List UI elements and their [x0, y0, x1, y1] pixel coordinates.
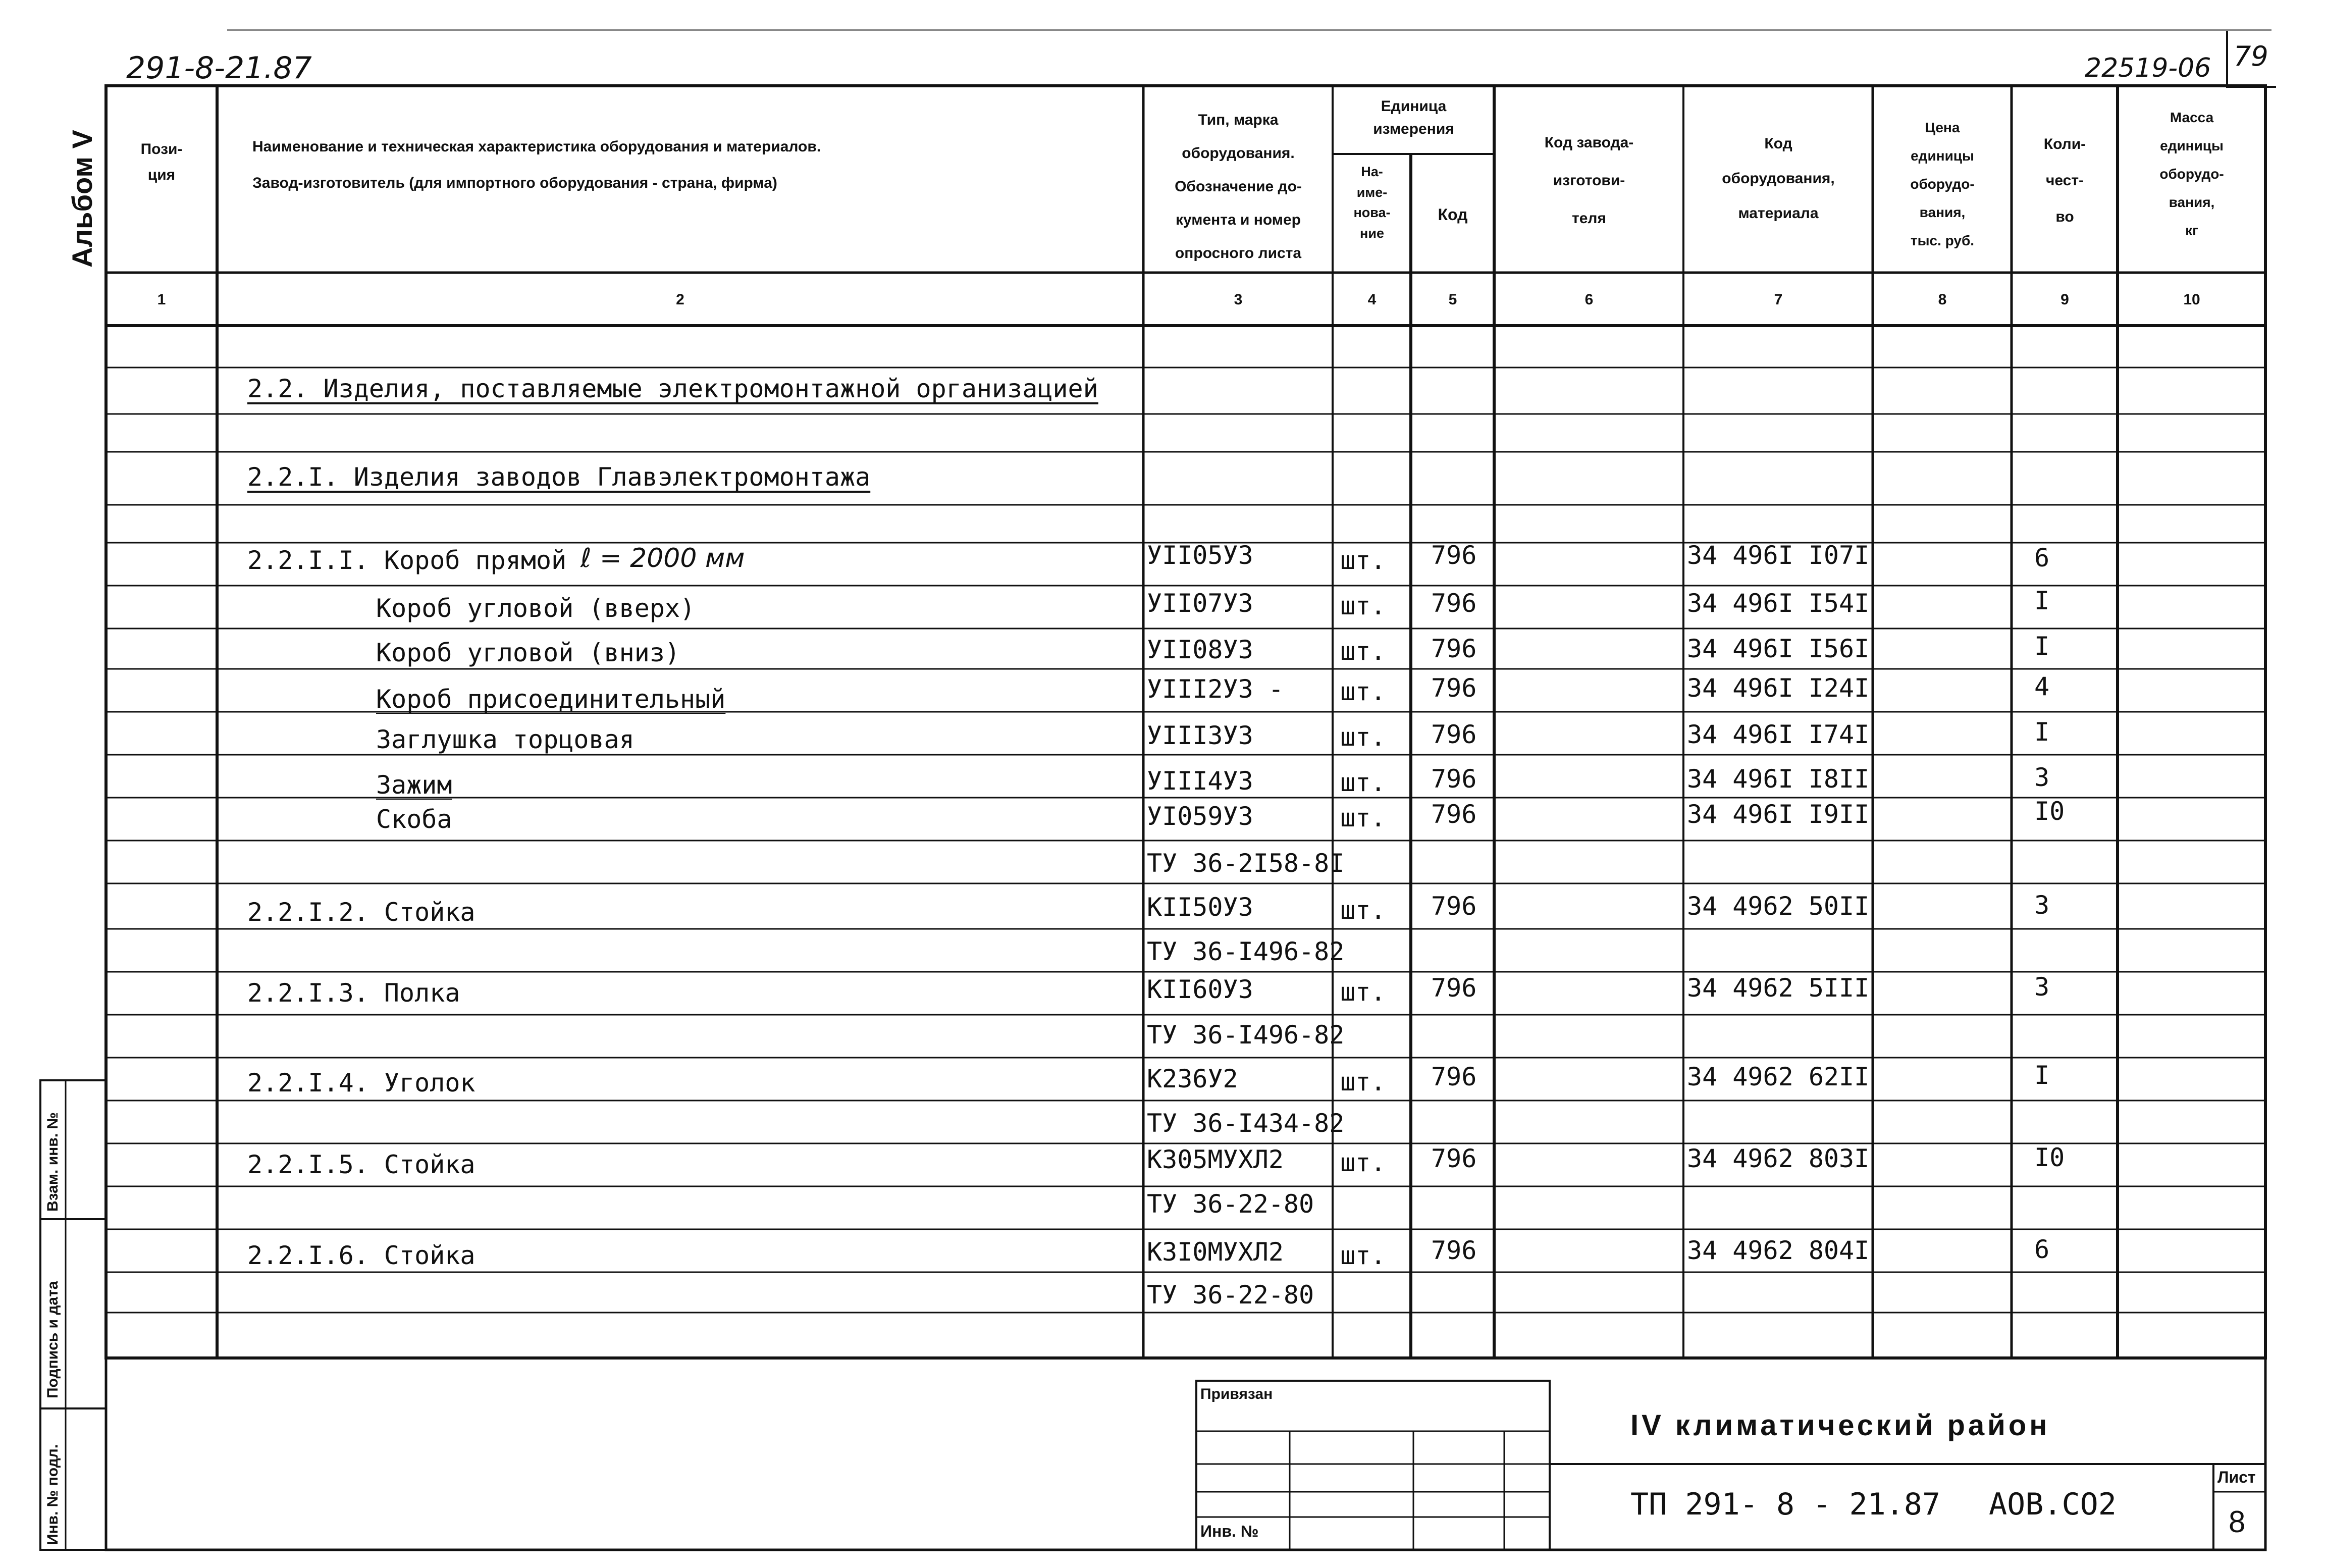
side-label-inv-sub: Инв. № подл.	[44, 1444, 61, 1545]
item-unit-code: 796	[1431, 764, 1477, 794]
item-name: Зажим	[376, 770, 452, 800]
item-spec: ТУ 36-2I58-8I	[1147, 849, 1345, 878]
col-header-6: Код завода- изготови- теля	[1544, 134, 1634, 227]
item-material-code: 34 4962 804I	[1687, 1236, 1870, 1265]
item-name: 2.2.I.I. Короб прямой	[247, 546, 567, 575]
item-unit-code: 796	[1431, 634, 1477, 663]
col-header-10: Масса единицы оборудо- вания, кг	[2159, 110, 2224, 238]
item-unit-code: 796	[1431, 720, 1477, 749]
col-num-1: 1	[157, 291, 166, 308]
item-quantity: 6	[2034, 543, 2050, 572]
item-unit: шт.	[1340, 546, 1386, 575]
section-heading-2-2-1: 2.2.I. Изделия заводов Главэлектромонтажа	[247, 462, 871, 492]
item-unit: шт.	[1340, 1148, 1386, 1177]
col-header-3: Тип, марка оборудования. Обозначение до- кумента и номер опросного листа	[1175, 112, 1302, 262]
col-header-9: Коли- чест- во	[2043, 136, 2086, 225]
item-name: Скоба	[376, 805, 452, 834]
item-name: Короб угловой (вниз)	[376, 638, 680, 667]
item-material-code: 34 4962 5III	[1687, 973, 1870, 1003]
col-header-8: Цена единицы оборудо- вания, тыс. руб.	[1910, 120, 1975, 248]
item-material-code: 34 496I I24I	[1687, 673, 1870, 703]
section-heading-2-2: 2.2. Изделия, поставляемые электромонтажной организацией	[247, 374, 1098, 403]
item-type: К236У2	[1147, 1064, 1238, 1093]
item-unit-code: 796	[1431, 1144, 1477, 1173]
item-name: Короб присоединительный	[376, 685, 726, 714]
item-unit: шт.	[1340, 637, 1386, 666]
item-material-code: 34 496I I74I	[1687, 720, 1870, 749]
item-unit: шт.	[1340, 677, 1386, 706]
item-material-code: 34 496I I9II	[1687, 800, 1870, 829]
sheet-number: 8	[2229, 1505, 2246, 1539]
item-material-code: 34 496I I07I	[1687, 541, 1870, 570]
item-quantity: 3	[2034, 891, 2050, 920]
item-material-code: 34 496I I56I	[1687, 634, 1870, 663]
item-spec: ТУ 36-22-80	[1147, 1280, 1314, 1310]
item-quantity: I	[2034, 717, 2050, 747]
item-material-code: 34 496I I8II	[1687, 764, 1870, 794]
item-type: УIII2У3 -	[1147, 674, 1284, 704]
col-header-1: Пози- ция	[140, 141, 183, 183]
item-unit-code: 796	[1431, 1236, 1477, 1265]
item-unit-code: 796	[1431, 1062, 1477, 1091]
item-quantity: I	[2034, 1061, 2050, 1090]
item-unit: шт.	[1340, 803, 1386, 832]
side-label-replace-inv: Взам. инв. №	[44, 1112, 61, 1212]
item-spec: ТУ 36-I434-82	[1147, 1109, 1345, 1138]
climate-region-title: IV климатический район	[1630, 1409, 2050, 1442]
item-unit-code: 796	[1431, 973, 1477, 1003]
item-type: К305МУХЛ2	[1147, 1145, 1284, 1174]
item-unit-code: 796	[1431, 589, 1477, 618]
col-num-10: 10	[2183, 291, 2200, 308]
item-unit: шт.	[1340, 591, 1386, 620]
item-unit: шт.	[1340, 1241, 1386, 1270]
item-name: 2.2.I.3. Полка	[247, 978, 460, 1008]
item-quantity: 6	[2034, 1235, 2050, 1264]
item-name: 2.2.I.6. Стойка	[247, 1241, 475, 1270]
item-name: 2.2.I.4. Уголок	[247, 1068, 475, 1097]
inventory-number: 22519-06	[2085, 53, 2211, 83]
item-unit: шт.	[1340, 722, 1386, 752]
item-unit: шт.	[1340, 977, 1386, 1007]
item-material-code: 34 496I I54I	[1687, 589, 1870, 618]
item-unit: шт.	[1340, 896, 1386, 925]
item-material-code: 34 4962 62II	[1687, 1062, 1870, 1091]
col-header-2: Наименование и техническая характеристика оборудования и материалов. Завод-изготовитель (для импортного оборудования - страна, фирма)	[252, 138, 821, 191]
item-quantity: I	[2034, 632, 2050, 661]
unit-group-header: Единица измерения	[1373, 98, 1454, 137]
col-header-5: Код	[1438, 205, 1468, 224]
item-quantity: 4	[2034, 672, 2050, 701]
col-num-8: 8	[1938, 291, 1947, 308]
col-num-6: 6	[1584, 291, 1594, 308]
album-label: Альбом V	[66, 130, 98, 268]
item-unit: шт.	[1340, 768, 1386, 797]
col-num-7: 7	[1774, 291, 1783, 308]
page-mark: 79	[2234, 40, 2268, 72]
col-num-9: 9	[2060, 291, 2069, 308]
length-note: ℓ = 2000 мм	[580, 543, 745, 573]
item-type: УIII4У3	[1147, 766, 1253, 796]
item-unit-code: 796	[1431, 673, 1477, 703]
item-quantity: I0	[2034, 1143, 2065, 1172]
item-type: КII50У3	[1147, 893, 1253, 922]
item-quantity: 3	[2034, 763, 2050, 792]
sheet-code: АОВ.СО2	[1989, 1487, 2117, 1522]
item-quantity: I	[2034, 586, 2050, 615]
col-header-7: Код оборудования, материала	[1722, 135, 1835, 222]
item-name: Короб угловой (вверх)	[376, 594, 696, 623]
item-type: УI059У3	[1147, 802, 1253, 831]
item-quantity: I0	[2034, 797, 2065, 826]
item-name: 2.2.I.2. Стойка	[247, 898, 475, 927]
doc-ref-handwritten: 291-8-21.87	[126, 50, 312, 86]
sheet-label: Лист	[2217, 1468, 2256, 1486]
item-spec: ТУ 36-I496-82	[1147, 937, 1345, 966]
stamp-inv-label: Инв. №	[1200, 1522, 1259, 1540]
item-unit: шт.	[1340, 1067, 1386, 1096]
side-label-sign-date: Подпись и дата	[44, 1281, 61, 1398]
col-num-2: 2	[676, 291, 684, 308]
col-num-4: 4	[1367, 291, 1377, 308]
item-spec: ТУ 36-I496-82	[1147, 1020, 1345, 1050]
item-type: УII07У3	[1147, 589, 1253, 618]
stamp-bound-label: Привязан	[1200, 1386, 1273, 1402]
item-quantity: 3	[2034, 972, 2050, 1002]
document-code: ТП 291- 8 - 21.87	[1630, 1487, 1941, 1522]
item-unit-code: 796	[1431, 541, 1477, 570]
item-unit-code: 796	[1431, 892, 1477, 921]
item-type: КII60У3	[1147, 975, 1253, 1004]
item-type: УIII3У3	[1147, 721, 1253, 750]
item-type: УII05У3	[1147, 541, 1253, 570]
item-material-code: 34 4962 803I	[1687, 1144, 1870, 1173]
item-type: УII08У3	[1147, 635, 1253, 664]
item-name: 2.2.I.5. Стойка	[247, 1150, 475, 1179]
item-unit-code: 796	[1431, 800, 1477, 829]
col-num-3: 3	[1234, 291, 1243, 308]
col-header-4: На- име- нова- ние	[1353, 164, 1391, 241]
col-num-5: 5	[1448, 291, 1457, 308]
item-type: К3I0МУХЛ2	[1147, 1237, 1284, 1267]
item-material-code: 34 4962 50II	[1687, 892, 1870, 921]
item-spec: ТУ 36-22-80	[1147, 1189, 1314, 1219]
item-name: Заглушка торцовая	[376, 725, 635, 754]
